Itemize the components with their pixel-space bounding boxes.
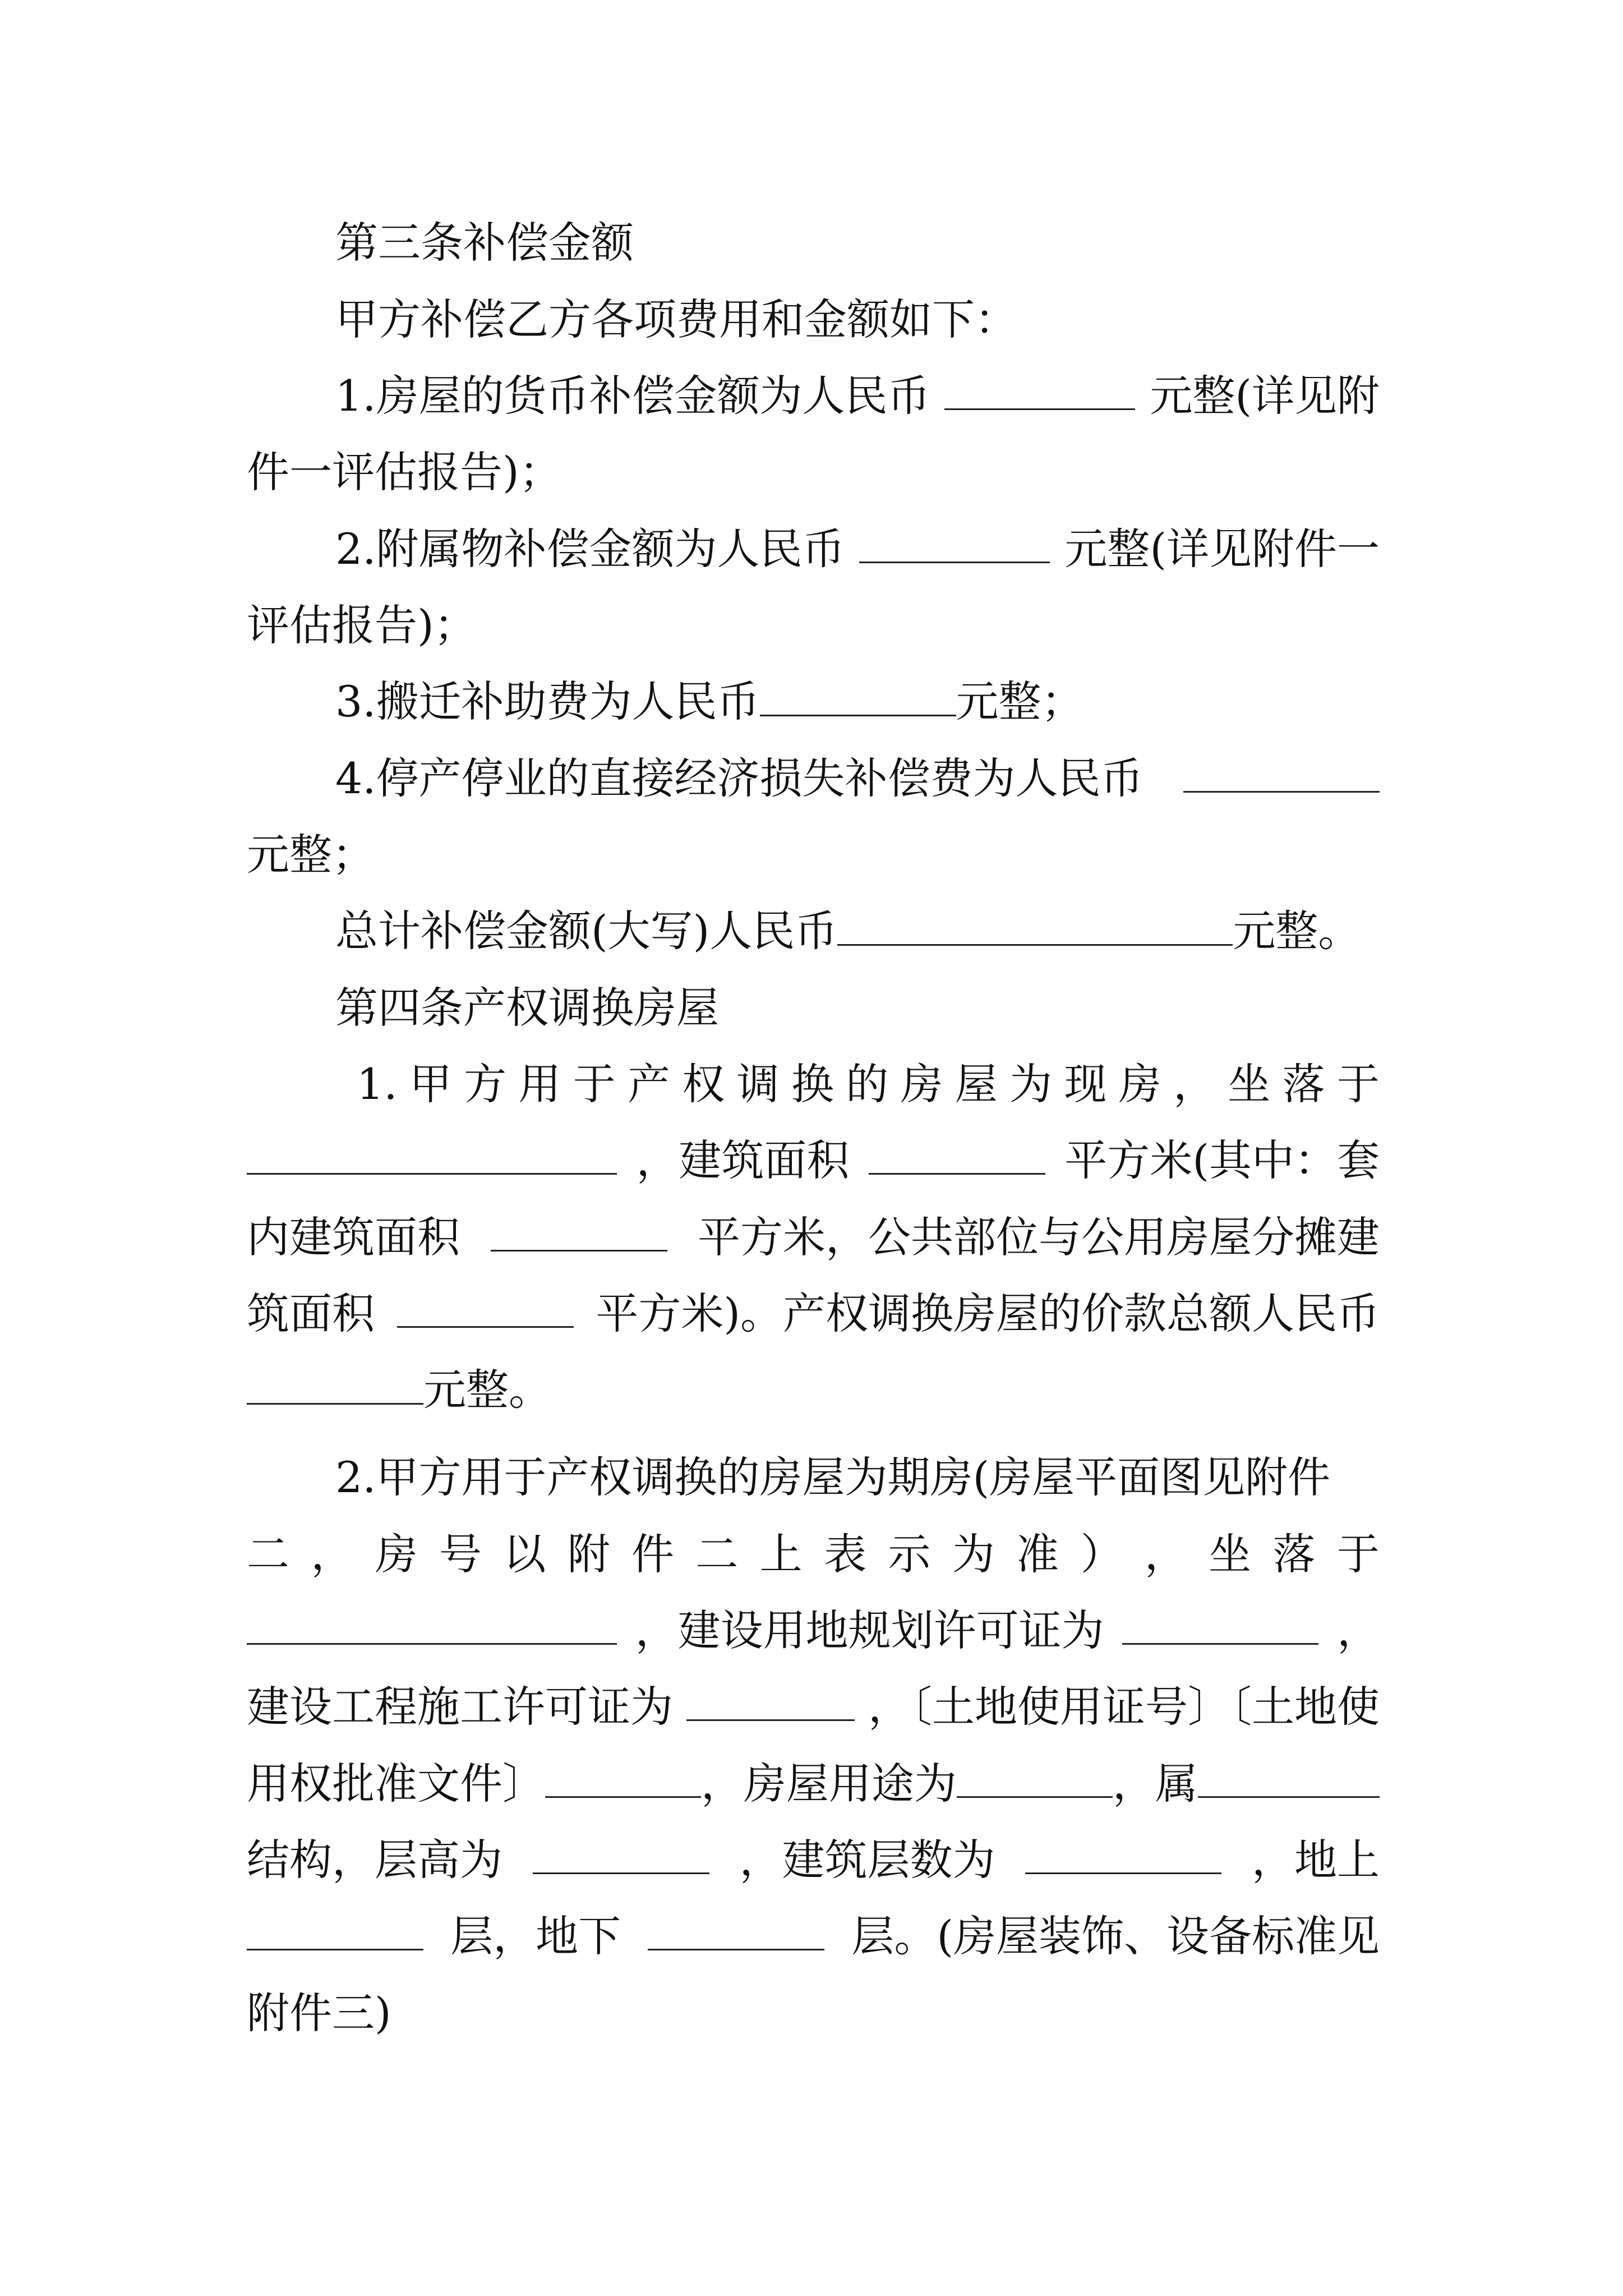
blank-field[interactable] (545, 1757, 701, 1798)
item-2-line-1: 2.附属物补偿金额为人民币 元整(详见附件一 (335, 522, 1380, 576)
blank-field[interactable] (397, 1287, 574, 1328)
para-2-line-4: 建设工程施工许可证为 ，〔土地使用证号〕〔土地使 (247, 1680, 1380, 1734)
item-2-line-2: 评估报告)； (247, 600, 477, 650)
para-2-line-7: 层，地下 层。(房屋装饰、设备标准见 (247, 1910, 1380, 1963)
para-2-line-6: 结构，层高为 ，建筑层数为 ，地上 (247, 1833, 1380, 1887)
blank-field[interactable] (957, 1757, 1113, 1798)
blank-field[interactable] (1183, 752, 1380, 793)
total-line: 总计补偿金额(大写)人民币 元整。 (335, 906, 1361, 956)
para-2-line-2: 二 ， 房 号 以 附 件 二 上 表 示 为 准 ） ， 坐 落 于 (247, 1529, 1380, 1579)
blank-field[interactable] (247, 1364, 423, 1405)
blank-field[interactable] (1025, 1833, 1221, 1874)
para-2-line-8: 附件三) (247, 1988, 391, 2038)
para-2-line-5: 用权批准文件〕 ，房屋用途为 ，属 (247, 1757, 1380, 1811)
blank-field[interactable] (859, 522, 1050, 563)
article-3-heading: 第三条补偿金额 (335, 218, 634, 268)
blank-field[interactable] (648, 1910, 824, 1950)
item-3: 3.搬迁补助费为人民币 元整； (335, 677, 1084, 726)
blank-field[interactable] (686, 1680, 855, 1721)
blank-field[interactable] (491, 1211, 667, 1251)
para-2-line-3: ，建设用地规划许可证为 ， (247, 1604, 1380, 1658)
item-4-line-1: 4.停产停业的直接经济损失补偿费为人民币 (335, 752, 1380, 806)
para-1-line-3: 内建筑面积 平方米，公共部位与公用房屋分摊建 (247, 1211, 1380, 1264)
item-1-line-2: 件一评估报告)； (247, 447, 562, 497)
item-1-line-1: 1.房屋的货币补偿金额为人民币 元整(详见附 (335, 369, 1380, 423)
blank-field[interactable] (247, 1134, 617, 1175)
blank-field[interactable] (869, 1134, 1045, 1175)
blank-field[interactable] (247, 1910, 423, 1950)
para-1-line-1: 1. 甲 方 用 于 产 权 调 换 的 房 屋 为 现 房 ， 坐 落 于 (357, 1059, 1380, 1109)
article-3-intro: 甲方补偿乙方各项费用和金额如下： (335, 295, 1017, 344)
para-2-line-1: 2.甲方用于产权调换的房屋为期房(房屋平面图见附件 (335, 1452, 1331, 1502)
para-1-line-5: 元整。 (247, 1363, 1380, 1417)
blank-field[interactable] (1198, 1757, 1380, 1798)
blank-field[interactable] (533, 1833, 709, 1874)
para-1-line-4: 筑面积 平方米)。产权调换房屋的价款总额人民币 (247, 1287, 1380, 1341)
para-1-line-2: ，建筑面积 平方米(其中：套 (247, 1134, 1380, 1188)
item-4-line-2: 元整； (247, 830, 375, 880)
blank-field[interactable] (944, 369, 1135, 410)
article-4-heading: 第四条产权调换房屋 (335, 983, 719, 1033)
blank-field[interactable] (247, 1604, 617, 1645)
blank-field[interactable] (837, 905, 1233, 946)
blank-field[interactable] (760, 675, 956, 716)
blank-field[interactable] (1122, 1604, 1318, 1645)
